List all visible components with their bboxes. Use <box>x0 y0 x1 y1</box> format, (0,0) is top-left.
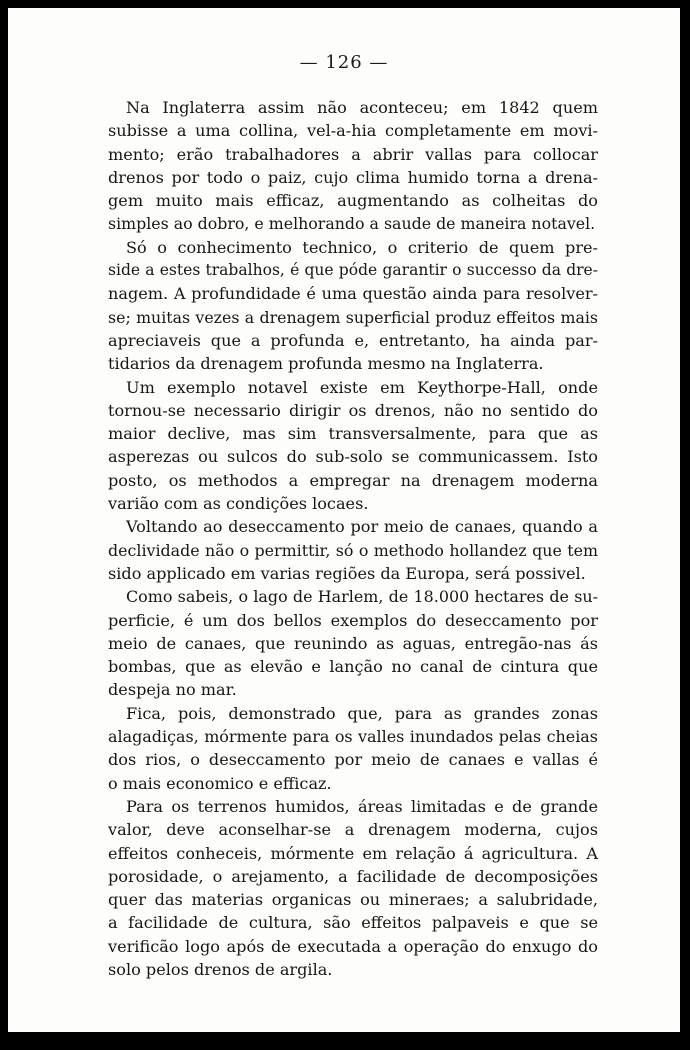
text-line: alagadiças, mórmente para os valles inundados pelas cheias <box>108 727 598 747</box>
paragraph <box>108 515 598 585</box>
text-line: posto, os methodos a empregar na drenagem moderna <box>108 470 598 490</box>
text-line: perficie, é um dos bellos exemplos do deseccamento por <box>108 610 598 630</box>
text-line: nagem. A profundidade é uma questão ainda para resolver- <box>108 284 598 304</box>
text-line: drenos por todo o paiz, cujo clima humido torna a drena- <box>108 167 598 187</box>
text-line: valor, deve aconselhar-se a drenagem moderna, cujos <box>108 820 598 840</box>
text-line: a facilidade de cultura, são effeitos palpaveis e que se <box>108 913 598 933</box>
page-number: — 126 — <box>299 52 389 73</box>
text-line: simples ao dobro, e melhorando a saude de maneira notavel. <box>108 214 596 234</box>
paragraph <box>108 795 598 981</box>
text-line: maior declive, mas sim transversalmente, para que as <box>108 424 598 444</box>
text-line: mento; erão trabalhadores a abrir vallas para collocar <box>108 144 598 164</box>
text-line: declividade não o permittir, só o methodo hollandez que tem <box>108 540 598 560</box>
paragraph <box>108 702 598 795</box>
text-line: Para os terrenos humidos, áreas limitadas e de grande <box>126 796 598 816</box>
text-line: despeja no mar. <box>108 680 237 700</box>
text-line: solo pelos drenos de argila. <box>108 959 333 979</box>
text-line: apreciaveis que a profunda e, entretanto, ha ainda par- <box>108 330 598 350</box>
text-line: gem muito mais efficaz, augmentando as colheitas do <box>108 191 598 211</box>
text-line: meio de canaes, que reunindo as aguas, entregão-nas ás <box>108 633 598 653</box>
paragraph <box>108 585 598 701</box>
paragraph <box>108 376 598 516</box>
text-line: subisse a uma collina, vel-a-hia completamente em movi- <box>108 121 598 141</box>
text-line: dos rios, o deseccamento por meio de canaes e vallas é <box>108 750 598 770</box>
text-line: sido applicado em varias regiões da Europa, será possivel. <box>108 563 586 583</box>
paragraph <box>108 236 598 376</box>
text-line: quer das materias organicas ou mineraes; a salubridade, <box>108 890 598 910</box>
text-line: Fica, pois, demonstrado que, para as grandes zonas <box>126 703 598 723</box>
text-line: Como sabeis, o lago de Harlem, de 18.000 hectares de su- <box>126 587 598 607</box>
text-line: bombas, que as elevão e lanção no canal de cintura que <box>108 657 598 677</box>
text-line: se; muitas vezes a drenagem superficial produz effeitos mais <box>108 307 598 327</box>
text-line: effeitos conheceis, mórmente em relação á agricultura. A <box>108 843 598 863</box>
text-line: Na Inglaterra assim não aconteceu; em 1842 quem <box>126 98 598 117</box>
text-line: asperezas ou sulcos do sub-solo se communicassem. Isto <box>108 447 598 467</box>
text-line: verificão logo após de executada a operação do enxugo do <box>108 936 598 956</box>
text-line: Só o conhecimento technico, o criterio de quem pre- <box>126 237 598 257</box>
text-line: varião com as condições locaes. <box>108 494 369 514</box>
text-line: tidarios da drenagem profunda mesmo na Inglaterra. <box>108 354 544 374</box>
text-line: side a estes trabalhos, é que póde garantir o successo da dre- <box>108 261 598 280</box>
text-line: o mais economico e efficaz. <box>108 773 332 793</box>
text-line: porosidade, o arejamento, a facilidade de decomposições <box>108 866 598 886</box>
body-text <box>108 96 598 981</box>
text-line: Voltando ao deseccamento por meio de canaes, quando a <box>126 517 598 537</box>
text-line: Um exemplo notavel existe em Keythorpe-Hall, onde <box>126 377 598 397</box>
paragraph <box>108 96 598 236</box>
scanned-page <box>8 8 680 1032</box>
text-line: tornou-se necessario dirigir os drenos, não no sentido do <box>108 400 598 420</box>
